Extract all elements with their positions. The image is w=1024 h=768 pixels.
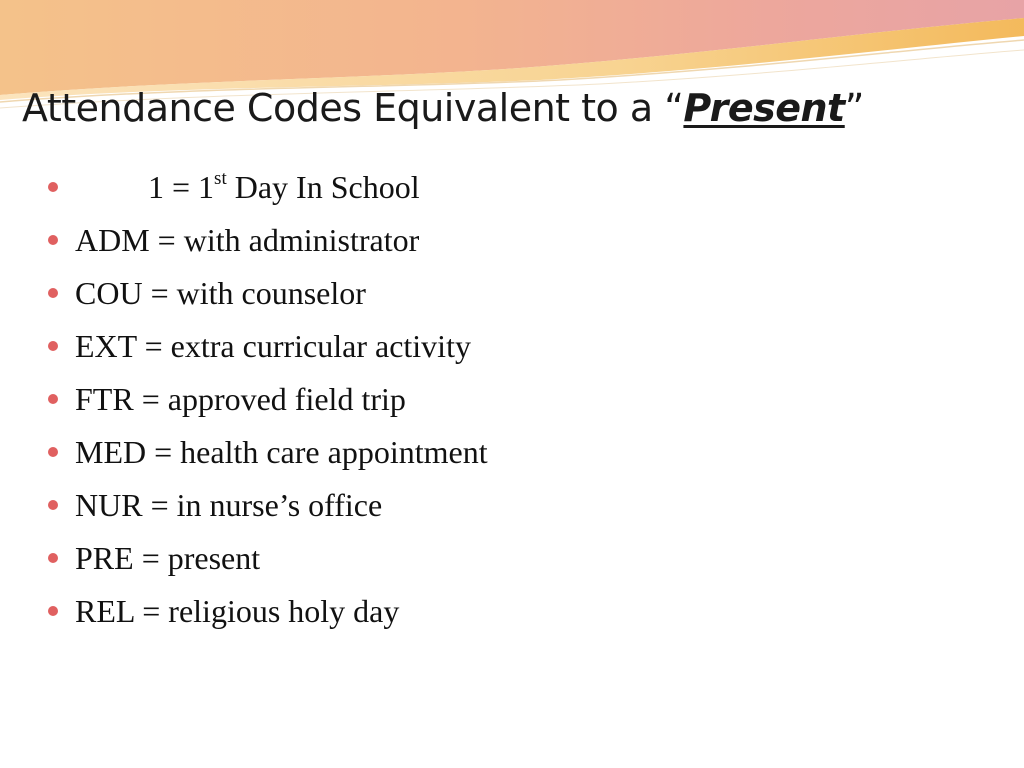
bullet-list — [48, 160, 488, 637]
list-item — [48, 213, 488, 266]
list-item — [48, 319, 488, 372]
ordinal-number: 1 — [198, 168, 215, 205]
list-item-text: NUR = in nurse’s office — [75, 486, 383, 523]
ordinal-suffix: st — [214, 167, 227, 189]
slide-title — [22, 86, 864, 130]
title-prefix: Attendance Codes Equivalent to a “ — [22, 86, 684, 130]
list-item-text: PRE = present — [75, 539, 261, 576]
title-suffix: ” — [844, 86, 864, 130]
bullet-icon — [48, 288, 58, 298]
list-item — [48, 160, 488, 213]
list-item — [48, 425, 488, 478]
bullet-icon — [48, 447, 58, 457]
bullet-icon — [48, 394, 58, 404]
title-emphasis: Present — [683, 86, 845, 130]
list-item-text: COU = with counselor — [75, 274, 366, 311]
bullet-icon — [48, 341, 58, 351]
list-item-text: FTR = approved field trip — [75, 380, 406, 417]
bullet-icon — [48, 235, 58, 245]
list-item-text: MED = health care appointment — [75, 433, 488, 470]
list-item-text: ADM = with administrator — [75, 221, 420, 258]
list-item — [48, 478, 488, 531]
code: 1 — [148, 168, 164, 205]
list-item — [48, 266, 488, 319]
list-item-text — [148, 165, 420, 209]
description: Day In School — [226, 168, 420, 205]
bullet-icon — [48, 500, 58, 510]
equals: = — [164, 168, 199, 205]
bullet-icon — [48, 182, 58, 192]
list-item — [48, 584, 488, 637]
list-item — [48, 531, 488, 584]
bullet-icon — [48, 606, 58, 616]
list-item-text: EXT = extra curricular activity — [75, 327, 471, 364]
bullet-icon — [48, 553, 58, 563]
list-item — [48, 372, 488, 425]
list-item-text: REL = religious holy day — [75, 592, 400, 629]
